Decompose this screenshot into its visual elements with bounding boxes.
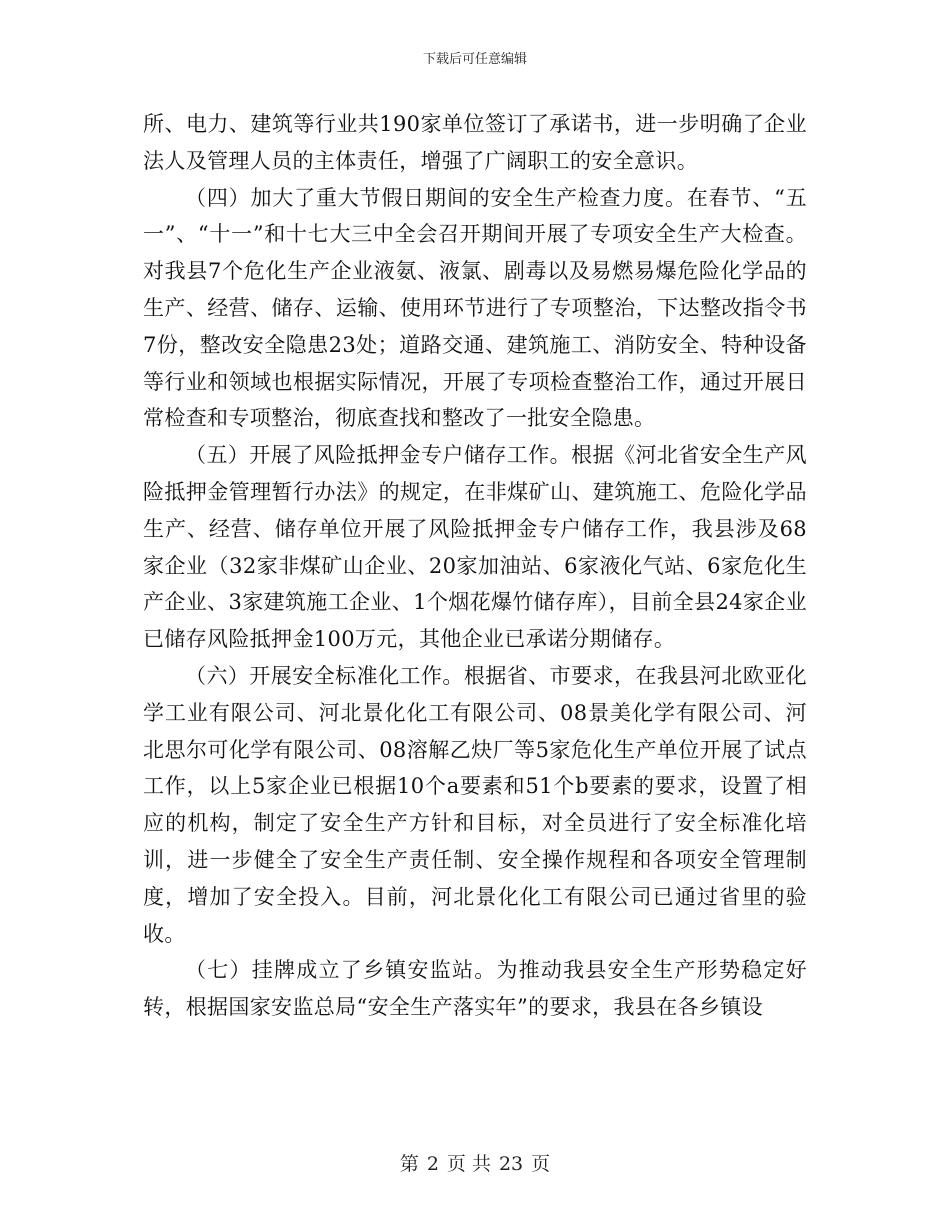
document-body [143, 106, 807, 1026]
paragraph-section-5: （五）开展了风险抵押金专户储存工作。根据《河北省安全生产风险抵押金管理暂行办法》的规定，在非煤矿山、建筑施工、危险化学品生产、经营、储存单位开展了风险抵押金专户储存工作，我县涉及68家企业（32家非煤矿山企业、20家加油站、6家液化气站、6家危化生产企业、3家建筑施工企业、1个烟花爆竹储存库），目前全县24家企业已储存风险抵押金100万元，其他企业已承诺分期储存。 [143, 443, 807, 652]
paragraph-section-7: （七）挂牌成立了乡镇安监站。为推动我县安全生产形势稳定好转，根据国家安监总局“安全生产落实年”的要求，我县在各乡镇设 [143, 958, 807, 1020]
page-footer [0, 1152, 950, 1176]
total-pages: 23 [498, 1153, 524, 1175]
paragraph-section-4: （四）加大了重大节假日期间的安全生产检查力度。在春节、“五一”、“十一”和十七大三中全会召开期间开展了专项安全生产大检查。对我县7个危化生产企业液氨、液氯、剧毒以及易燃易爆危险化学品的生产、经营、储存、运输、使用环节进行了专项整治，下达整改指令书7份，整改安全隐患23处；道路交通、建筑施工、消防安全、特种设备等行业和领域也根据实际情况，开展了专项检查整治工作，通过开展日常检查和专项整治，彻底查找和整改了一批安全隐患。 [143, 185, 807, 431]
footer-suffix: 页 [531, 1153, 551, 1175]
page-number: 2 [426, 1153, 439, 1175]
footer-prefix: 第 [399, 1153, 419, 1175]
footer-middle: 页 共 [446, 1153, 491, 1175]
paragraph-section-6: （六）开展安全标准化工作。根据省、市要求，在我县河北欧亚化学工业有限公司、河北景化化工有限公司、08景美化学有限公司、河北思尔可化学有限公司、08溶解乙炔厂等5家危化生产单位开展了试点工作，以上5家企业已根据10个a要素和51个b要素的要求，设置了相应的机构，制定了安全生产方针和目标，对全员进行了安全标准化培训，进一步健全了安全生产责任制、安全操作规程和各项安全管理制度，增加了安全投入。目前，河北景化化工有限公司已通过省里的验收。 [143, 663, 807, 946]
paragraph-continuation: 所、电力、建筑等行业共190家单位签订了承诺书，进一步明确了企业法人及管理人员的主体责任，增强了广阔职工的安全意识。 [143, 112, 807, 173]
page-header: 下载后可任意编辑 [422, 52, 527, 67]
